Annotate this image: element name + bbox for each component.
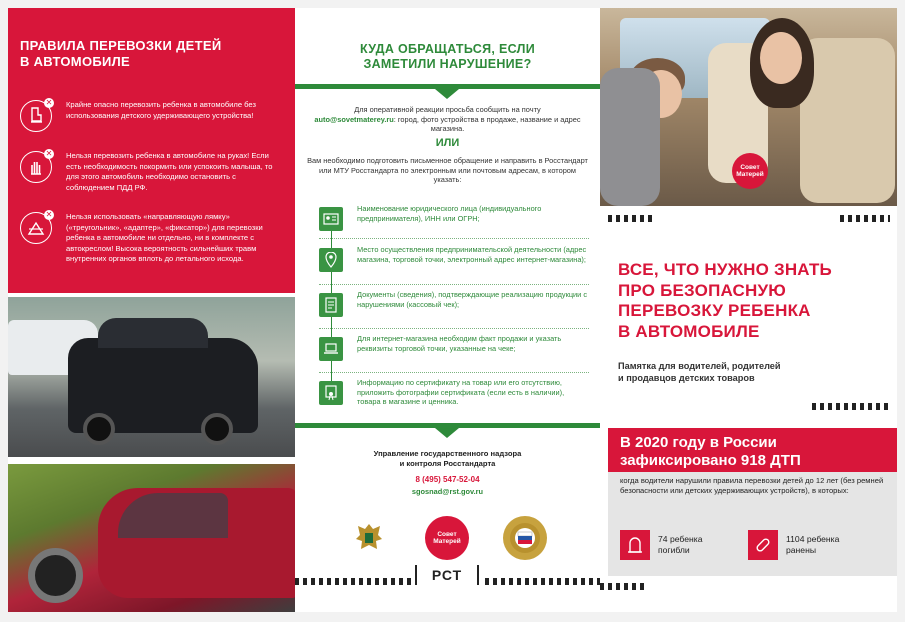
woman-face xyxy=(760,32,802,84)
rule-item xyxy=(20,212,285,265)
damaged-car-shape xyxy=(68,338,258,433)
rule-text: Нельзя перевозить ребенка в автомобиле на руках! Если есть необходимость покормить или успокоить малыша, то для этого автомобиль необходимо остановить с соблюдением ПДД РФ. xyxy=(66,151,273,192)
green-arrow xyxy=(435,428,459,438)
sovet-materey-logo: Совет Матерей xyxy=(425,516,469,560)
laptop-icon xyxy=(319,337,343,361)
coat-of-arms-icon xyxy=(347,516,391,560)
deaths-text: 74 ребенка погибли xyxy=(658,534,703,555)
rule-item xyxy=(20,151,285,193)
wheel-shape xyxy=(28,548,83,603)
main-title: ВСЕ, ЧТО НУЖНО ЗНАТЬ ПРО БЕЗОПАСНУЮ ПЕРЕВОЗКУ РЕБЕНКА В АВТОМОБИЛЕ xyxy=(618,260,832,341)
child-seat-shape xyxy=(600,68,660,206)
logos-row xyxy=(295,516,600,566)
requirement-text: Наименование юридического лица (индивидуального предпринимателя), ИНН или ОГРН; xyxy=(357,204,542,223)
item-separator xyxy=(319,238,589,239)
item-separator xyxy=(319,328,589,329)
id-card-icon xyxy=(319,207,343,231)
subtitle: Памятка для водителей, родителей и продавцов детских товаров xyxy=(618,361,781,383)
appeal-text: Вам необходимо подготовить письменное обращение и направить в Росстандарт или МТУ Росстандарта по электронным или почтовым адресам, в котором указать: xyxy=(307,156,588,185)
rule-text: Нельзя использовать «направляющую лямку» («треугольник», «адаптер», «фиксатор») для перевозки ребенка в автомобиле ни отдельно, ни в комплекте с автокреслом! Высока вероятность сильнейших травм внутренних органов вплоть до летального исхода. xyxy=(66,212,263,263)
item-separator xyxy=(319,284,589,285)
bandage-icon xyxy=(748,530,778,560)
violation-title: КУДА ОБРАЩАТЬСЯ, ЕСЛИ ЗАМЕТИЛИ НАРУШЕНИЕ? xyxy=(360,42,535,71)
rule-text: Крайне опасно перевозить ребенка в автомобиле без использования детского удерживающего устройства! xyxy=(66,100,256,120)
requirement-item xyxy=(319,204,589,231)
requirement-item xyxy=(319,334,589,361)
department-phone[interactable]: 8 (495) 547-52-04 xyxy=(415,475,480,484)
seatbelt-adapter-icon: ✕ xyxy=(20,212,52,244)
car-seat-icon: ✕ xyxy=(20,100,52,132)
department-email[interactable]: sgosnad@rst.gov.ru xyxy=(411,487,484,496)
item-separator xyxy=(319,372,589,373)
requirement-text: Информацию по сертификату на товар или его отсутствию, приложить фотографии сертификата (если есть в наличии), товара в магазине и ценника. xyxy=(357,378,565,407)
dash-line xyxy=(295,578,411,585)
or-label: ИЛИ xyxy=(435,137,460,149)
rules-title: ПРАВИЛА ПЕРЕВОЗКИ ДЕТЕЙ В АВТОМОБИЛЕ xyxy=(20,38,222,69)
dash-line xyxy=(600,583,648,590)
statistics-box xyxy=(608,428,897,576)
statistics-title: В 2020 году в России зафиксировано 918 ДТП xyxy=(620,434,801,469)
car-seat-shape xyxy=(800,38,895,203)
certificate-icon xyxy=(319,381,343,405)
statistics-text: когда водители нарушили правила перевозки детей до 12 лет (без ремней безопасности или детских удерживающих устройств), в которых: xyxy=(620,476,884,495)
requirement-item xyxy=(319,290,589,317)
report-email[interactable]: auto@sovetmaterey.ru xyxy=(314,114,394,124)
dash-line xyxy=(485,578,600,585)
gibdd-emblem-icon xyxy=(503,516,547,560)
dash-line xyxy=(608,215,652,222)
requirement-item xyxy=(319,245,589,272)
dash-line xyxy=(812,403,890,410)
left-panel xyxy=(8,8,295,612)
injured-stat xyxy=(748,530,866,560)
sovet-materey-badge: Совет Матерей xyxy=(732,153,768,189)
right-panel xyxy=(600,8,897,612)
red-car-shape xyxy=(98,488,295,598)
requirement-text: Для интернет-магазина необходим факт продажи и указать реквизиты торговой точки, указанные на чеке; xyxy=(357,334,562,353)
rst-logo: РСТ xyxy=(415,565,479,585)
document-icon xyxy=(319,293,343,317)
dash-line xyxy=(840,215,890,222)
grave-icon xyxy=(620,530,650,560)
injured-text: 1104 ребенка ранены xyxy=(786,534,840,555)
requirement-text: Место осуществления предпринимательской деятельности (адрес магазина, торговой точки, электронный адрес интернет-магазина); xyxy=(357,245,587,264)
requirement-text: Документы (сведения), подтверждающие реализацию продукции с нарушениями (кассовый чек); xyxy=(357,290,588,309)
rule-item xyxy=(20,100,285,132)
stop-hand-icon: ✕ xyxy=(20,151,52,183)
middle-panel xyxy=(295,8,600,612)
green-arrow xyxy=(435,89,459,99)
intro-text: Для оперативной реакции просьба сообщить на почту auto@sovetmaterey.ru: город, фото устройства в продаже, название и адрес магазина. xyxy=(314,105,581,134)
requirement-item xyxy=(319,378,589,407)
rules-box xyxy=(8,8,295,293)
department-name: Управление государственного надзора и контроля Росстандарта xyxy=(373,449,522,468)
location-pin-icon xyxy=(319,248,343,272)
deaths-stat xyxy=(620,530,728,560)
